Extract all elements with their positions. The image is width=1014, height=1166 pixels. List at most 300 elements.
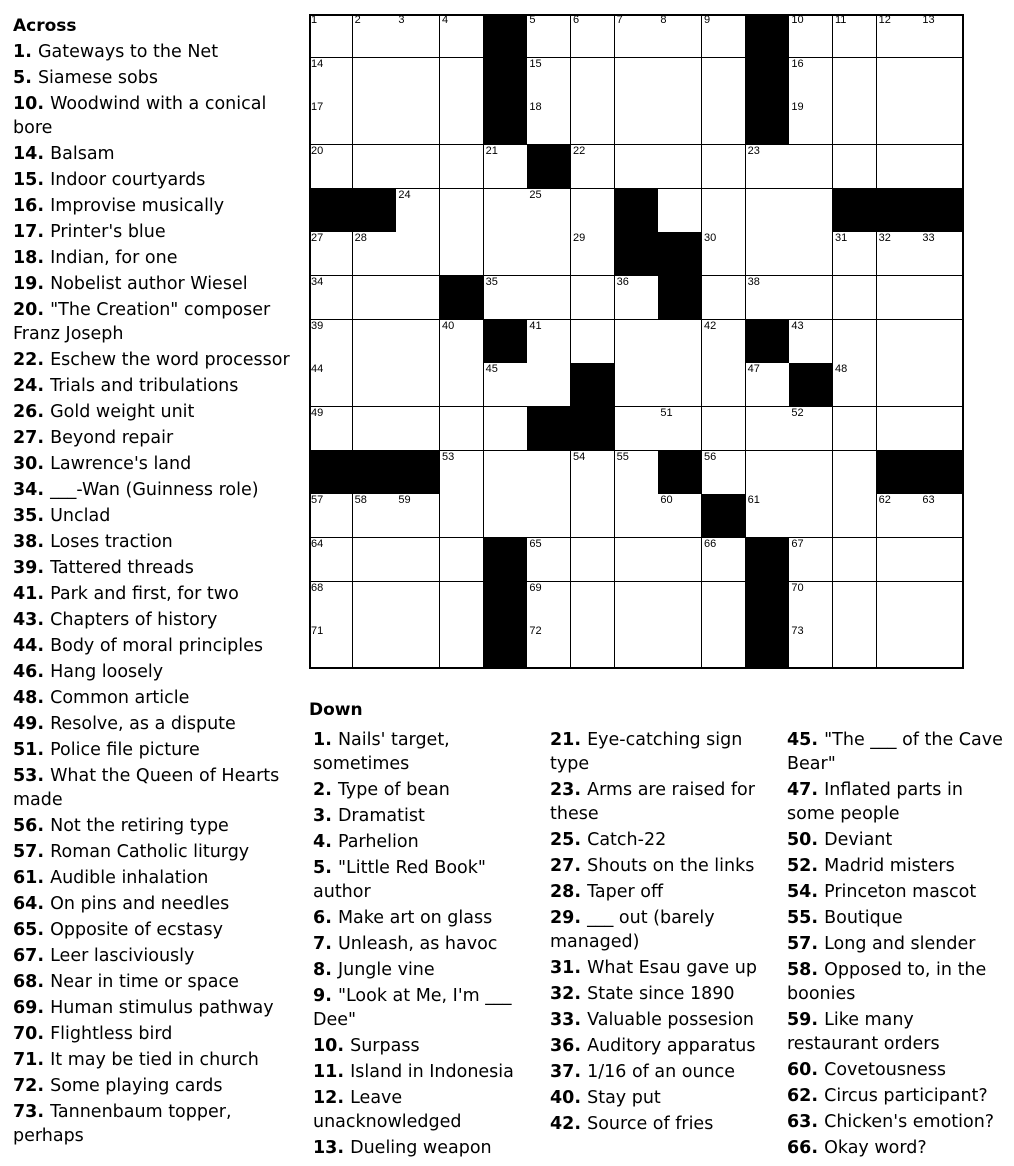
cell-number: 13 [922, 14, 935, 26]
clue-number: 1 [313, 730, 326, 750]
cell-number: 66 [704, 538, 717, 550]
grid-cell[interactable] [571, 232, 615, 276]
grid-cell[interactable] [615, 451, 659, 495]
grid-cell[interactable] [789, 451, 833, 495]
grid-cell[interactable] [353, 320, 397, 364]
grid-cell[interactable] [789, 625, 833, 669]
grid-cell[interactable] [309, 582, 353, 626]
grid-cell[interactable] [789, 232, 833, 276]
clue: 34. ___-Wan (Guinness role) [13, 480, 259, 500]
grid-cell[interactable] [877, 363, 921, 407]
grid-cell[interactable] [440, 538, 484, 582]
clue-number: 56 [13, 816, 38, 836]
grid-cell[interactable] [658, 189, 702, 233]
grid-cell[interactable] [920, 320, 964, 364]
grid-cell[interactable] [309, 363, 353, 407]
cell-number: 45 [485, 363, 498, 376]
grid-cell[interactable] [746, 494, 790, 538]
grid-cell[interactable] [877, 538, 921, 582]
clue-number: 45 [787, 730, 812, 750]
grid-cell[interactable] [309, 407, 353, 451]
grid-cell[interactable] [877, 101, 921, 145]
grid-cell[interactable] [353, 14, 397, 58]
clue: 65. Opposite of ecstasy [13, 920, 223, 940]
cell-number: 3 [398, 14, 405, 26]
grid-cell[interactable] [789, 58, 833, 102]
grid-cell[interactable] [353, 494, 397, 538]
cell-number: 27 [311, 232, 324, 245]
grid-cell[interactable] [440, 101, 484, 145]
grid-cell[interactable] [877, 14, 921, 58]
grid-cell[interactable] [571, 145, 615, 189]
grid-cell[interactable] [309, 276, 353, 320]
grid-cell[interactable] [877, 582, 921, 626]
clue-number: 11 [313, 1062, 338, 1082]
grid-cell[interactable] [702, 145, 746, 189]
grid-cell[interactable] [396, 494, 440, 538]
grid-cell[interactable] [615, 407, 659, 451]
grid-cell[interactable] [746, 232, 790, 276]
cell-number: 21 [485, 145, 498, 157]
grid-cell[interactable] [571, 582, 615, 626]
clue-number: 22 [13, 350, 38, 370]
grid-cell[interactable] [396, 407, 440, 451]
cell-number: 63 [922, 494, 935, 507]
grid-cell[interactable] [484, 407, 528, 451]
grid-cell[interactable] [309, 538, 353, 582]
cell-number: 65 [529, 538, 542, 550]
grid-cell[interactable] [702, 101, 746, 145]
grid-cell[interactable] [789, 407, 833, 451]
grid-cell[interactable] [702, 625, 746, 669]
clue: 31. What Esau gave up [550, 958, 757, 978]
grid-cell[interactable] [353, 276, 397, 320]
grid-cell[interactable] [920, 538, 964, 582]
grid-cell[interactable] [527, 189, 571, 233]
grid-cell[interactable] [396, 320, 440, 364]
grid-cell[interactable] [877, 232, 921, 276]
grid-cell[interactable] [615, 14, 659, 58]
grid-cell[interactable] [746, 363, 790, 407]
grid-cell[interactable] [833, 538, 877, 582]
grid-cell[interactable] [920, 407, 964, 451]
grid-cell[interactable] [440, 582, 484, 626]
grid-cell[interactable] [658, 494, 702, 538]
clue-text: State since 1890 [587, 984, 735, 1004]
grid-cell[interactable] [484, 232, 528, 276]
cell-number: 58 [354, 494, 367, 507]
clue-number: 3 [313, 806, 326, 826]
grid-cell[interactable] [309, 232, 353, 276]
grid-block [658, 276, 702, 320]
clue-text: Not the retiring type [50, 816, 229, 836]
cell-number: 69 [529, 581, 542, 594]
clue-text: Inflated parts in some people [787, 780, 963, 824]
grid-cell[interactable] [658, 145, 702, 189]
grid-cell[interactable] [484, 145, 528, 189]
clue: 56. Not the retiring type [13, 816, 229, 836]
grid-cell[interactable] [440, 145, 484, 189]
grid-cell[interactable] [440, 189, 484, 233]
grid-cell[interactable] [702, 58, 746, 102]
down-heading: Down [309, 700, 363, 720]
grid-block [746, 14, 790, 58]
grid-cell[interactable] [920, 232, 964, 276]
clue: 7. Unleash, as havoc [313, 934, 498, 954]
grid-cell[interactable] [615, 494, 659, 538]
grid-cell[interactable] [571, 189, 615, 233]
cell-number: 72 [529, 625, 542, 638]
grid-cell[interactable] [353, 582, 397, 626]
grid-block [877, 189, 921, 233]
clue-number: 1 [13, 42, 26, 62]
grid-cell[interactable] [396, 101, 440, 145]
clue-text: Nails' target, sometimes [313, 730, 450, 774]
cell-number: 52 [791, 407, 804, 419]
grid-cell[interactable] [484, 363, 528, 407]
grid-cell[interactable] [877, 276, 921, 320]
grid-cell[interactable] [833, 363, 877, 407]
clue-number: 54 [787, 882, 812, 902]
grid-cell[interactable] [658, 58, 702, 102]
clue-text: Surpass [350, 1036, 420, 1056]
grid-block [571, 363, 615, 407]
clue: 25. Catch-22 [550, 830, 667, 850]
grid-cell[interactable] [920, 625, 964, 669]
clue-text: Taper off [587, 882, 664, 902]
grid-cell[interactable] [789, 101, 833, 145]
grid-cell[interactable] [396, 363, 440, 407]
grid-cell[interactable] [353, 101, 397, 145]
cell-number: 22 [573, 145, 586, 157]
grid-cell[interactable] [571, 101, 615, 145]
clue: 58. Opposed to, in the boonies [787, 960, 987, 1004]
grid-block [571, 407, 615, 451]
grid-cell[interactable] [920, 101, 964, 145]
grid-cell[interactable] [658, 538, 702, 582]
grid-cell[interactable] [353, 363, 397, 407]
grid-cell[interactable] [746, 145, 790, 189]
grid-cell[interactable] [571, 538, 615, 582]
clue-text: What Esau gave up [587, 958, 757, 978]
clue-number: 32 [550, 984, 575, 1004]
grid-cell[interactable] [440, 625, 484, 669]
down-clue-column [550, 728, 775, 1138]
grid-cell[interactable] [396, 189, 440, 233]
grid-cell[interactable] [353, 538, 397, 582]
grid-cell[interactable] [353, 407, 397, 451]
grid-block [746, 582, 790, 626]
grid-block [746, 58, 790, 102]
grid-cell[interactable] [527, 538, 571, 582]
clue-number: 13 [313, 1138, 338, 1158]
grid-cell[interactable] [658, 320, 702, 364]
grid-cell[interactable] [484, 451, 528, 495]
grid-cell[interactable] [309, 320, 353, 364]
grid-cell[interactable] [615, 145, 659, 189]
grid-cell[interactable] [877, 145, 921, 189]
grid-cell[interactable] [920, 582, 964, 626]
grid-cell[interactable] [309, 14, 353, 58]
clue-number: 66 [787, 1138, 812, 1158]
grid-cell[interactable] [702, 320, 746, 364]
grid-cell[interactable] [396, 145, 440, 189]
grid-cell[interactable] [833, 494, 877, 538]
grid-cell[interactable] [440, 58, 484, 102]
grid-cell[interactable] [877, 625, 921, 669]
grid-cell[interactable] [527, 101, 571, 145]
cell-number: 15 [529, 57, 542, 70]
grid-cell[interactable] [527, 232, 571, 276]
grid-cell[interactable] [789, 320, 833, 364]
grid-block [658, 232, 702, 276]
cell-number: 68 [311, 581, 324, 594]
grid-cell[interactable] [789, 189, 833, 233]
grid-cell[interactable] [440, 451, 484, 495]
grid-cell[interactable] [920, 58, 964, 102]
grid-cell[interactable] [615, 276, 659, 320]
grid-cell[interactable] [702, 276, 746, 320]
clue-text: Tattered threads [50, 558, 194, 578]
clue: 18. Indian, for one [13, 248, 178, 268]
grid-cell[interactable] [658, 101, 702, 145]
clue-text: Park and first, for two [50, 584, 239, 604]
grid-cell[interactable] [877, 494, 921, 538]
grid-cell[interactable] [920, 145, 964, 189]
grid-cell[interactable] [440, 14, 484, 58]
grid-block [484, 538, 528, 582]
grid-block [877, 451, 921, 495]
grid-cell[interactable] [571, 320, 615, 364]
clue-text: Make art on glass [337, 908, 493, 928]
clue-number: 67 [13, 946, 38, 966]
grid-cell[interactable] [615, 625, 659, 669]
grid-cell[interactable] [877, 407, 921, 451]
clue-text: Indian, for one [50, 248, 178, 268]
grid-cell[interactable] [746, 276, 790, 320]
grid-cell[interactable] [789, 145, 833, 189]
clue: 38. Loses traction [13, 532, 173, 552]
grid-cell[interactable] [396, 538, 440, 582]
clue: 41. Park and first, for two [13, 584, 239, 604]
grid-cell[interactable] [615, 58, 659, 102]
grid-cell[interactable] [702, 14, 746, 58]
grid-cell[interactable] [615, 320, 659, 364]
grid-cell[interactable] [658, 14, 702, 58]
clue-text: Jungle vine [337, 960, 435, 980]
grid-cell[interactable] [833, 451, 877, 495]
grid-cell[interactable] [615, 101, 659, 145]
grid-block [353, 451, 397, 495]
clue-text: Dramatist [337, 806, 425, 826]
clue-text: Eschew the word processor [50, 350, 290, 370]
grid-cell[interactable] [833, 58, 877, 102]
across-clues [13, 14, 293, 1150]
grid-cell[interactable] [396, 232, 440, 276]
clue-text: Chapters of history [50, 610, 218, 630]
grid-cell[interactable] [920, 363, 964, 407]
grid-cell[interactable] [309, 494, 353, 538]
clue: 50. Deviant [787, 830, 893, 850]
clue-number: 5 [13, 68, 26, 88]
grid-cell[interactable] [527, 494, 571, 538]
clue-text: Gold weight unit [50, 402, 195, 422]
grid-cell[interactable] [615, 582, 659, 626]
grid-cell[interactable] [527, 320, 571, 364]
clue-number: 63 [787, 1112, 812, 1132]
grid-cell[interactable] [440, 232, 484, 276]
grid-cell[interactable] [920, 494, 964, 538]
grid-cell[interactable] [702, 363, 746, 407]
cell-number: 43 [791, 319, 804, 332]
grid-cell[interactable] [833, 276, 877, 320]
grid-cell[interactable] [833, 320, 877, 364]
grid-cell[interactable] [920, 14, 964, 58]
grid-cell[interactable] [658, 625, 702, 669]
clue: 23. Arms are raised for these [550, 780, 755, 824]
clue: 63. Chicken's emotion? [787, 1112, 995, 1132]
clue: 11. Island in Indonesia [313, 1062, 514, 1082]
clue-number: 8 [313, 960, 326, 980]
grid-cell[interactable] [702, 582, 746, 626]
grid-cell[interactable] [527, 451, 571, 495]
grid-cell[interactable] [484, 494, 528, 538]
cell-number: 16 [791, 57, 804, 70]
clue-number: 20 [13, 300, 38, 320]
grid-cell[interactable] [615, 363, 659, 407]
grid-cell[interactable] [527, 58, 571, 102]
clue-text: Covetousness [824, 1060, 947, 1080]
grid-cell[interactable] [615, 538, 659, 582]
cell-number: 60 [660, 494, 673, 507]
grid-cell[interactable] [702, 451, 746, 495]
clue-number: 18 [13, 248, 38, 268]
grid-cell[interactable] [309, 145, 353, 189]
grid-cell[interactable] [309, 58, 353, 102]
grid-cell[interactable] [658, 407, 702, 451]
grid-cell[interactable] [571, 451, 615, 495]
clue: 43. Chapters of history [13, 610, 218, 630]
grid-cell[interactable] [746, 189, 790, 233]
grid-block [920, 451, 964, 495]
grid-cell[interactable] [571, 625, 615, 669]
cell-number: 54 [573, 450, 586, 463]
grid-cell[interactable] [309, 101, 353, 145]
grid-block [746, 625, 790, 669]
grid-cell[interactable] [789, 582, 833, 626]
grid-cell[interactable] [396, 582, 440, 626]
grid-cell[interactable] [746, 407, 790, 451]
cell-number: 55 [616, 450, 629, 463]
grid-cell[interactable] [396, 14, 440, 58]
grid-cell[interactable] [440, 320, 484, 364]
grid-cell[interactable] [353, 58, 397, 102]
clue: 2. Type of bean [313, 780, 450, 800]
grid-cell[interactable] [833, 145, 877, 189]
grid-cell[interactable] [833, 101, 877, 145]
clue-text: Audible inhalation [50, 868, 209, 888]
clue-number: 62 [787, 1086, 812, 1106]
clue: 62. Circus participant? [787, 1086, 988, 1106]
clue: 19. Nobelist author Wiesel [13, 274, 248, 294]
grid-cell[interactable] [789, 494, 833, 538]
grid-cell[interactable] [353, 232, 397, 276]
grid-cell[interactable] [309, 625, 353, 669]
grid-cell[interactable] [833, 232, 877, 276]
grid-cell[interactable] [396, 58, 440, 102]
clue-text: It may be tied in church [50, 1050, 259, 1070]
cell-number: 6 [573, 14, 580, 26]
grid-cell[interactable] [920, 276, 964, 320]
grid-cell[interactable] [789, 538, 833, 582]
grid-cell[interactable] [396, 625, 440, 669]
grid-cell[interactable] [877, 320, 921, 364]
cell-number: 4 [442, 14, 449, 26]
grid-cell[interactable] [571, 276, 615, 320]
grid-cell[interactable] [527, 625, 571, 669]
grid-cell[interactable] [571, 494, 615, 538]
grid-cell[interactable] [658, 582, 702, 626]
clue-text: Roman Catholic liturgy [50, 842, 250, 862]
clue-text: Loses traction [50, 532, 173, 552]
grid-cell[interactable] [746, 451, 790, 495]
grid-cell[interactable] [789, 14, 833, 58]
grid-cell[interactable] [702, 407, 746, 451]
grid-cell[interactable] [353, 625, 397, 669]
grid-cell[interactable] [833, 407, 877, 451]
clue-text: Parhelion [337, 832, 419, 852]
clue-text: ___-Wan (Guinness role) [50, 480, 259, 500]
grid-cell[interactable] [484, 276, 528, 320]
clue-number: 57 [787, 934, 812, 954]
clue: 13. Dueling weapon [313, 1138, 492, 1158]
grid-block [746, 538, 790, 582]
grid-cell[interactable] [833, 14, 877, 58]
grid-cell[interactable] [440, 407, 484, 451]
grid-cell[interactable] [353, 145, 397, 189]
clue-text: Indoor courtyards [50, 170, 206, 190]
grid-cell[interactable] [484, 189, 528, 233]
grid-block [746, 101, 790, 145]
grid-cell[interactable] [527, 276, 571, 320]
grid-cell[interactable] [527, 582, 571, 626]
grid-cell[interactable] [833, 625, 877, 669]
grid-cell[interactable] [440, 494, 484, 538]
grid-cell[interactable] [571, 14, 615, 58]
clue-text: Trials and tribulations [50, 376, 239, 396]
clue-number: 38 [13, 532, 38, 552]
grid-cell[interactable] [702, 232, 746, 276]
grid-cell[interactable] [702, 538, 746, 582]
grid-cell[interactable] [527, 14, 571, 58]
grid-cell[interactable] [789, 276, 833, 320]
grid-cell[interactable] [658, 363, 702, 407]
grid-cell[interactable] [833, 582, 877, 626]
grid-cell[interactable] [571, 58, 615, 102]
clue-text: Common article [50, 688, 190, 708]
grid-block [833, 189, 877, 233]
clue-number: 42 [550, 1114, 575, 1134]
cell-number: 47 [747, 363, 760, 376]
clue-text: Source of fries [587, 1114, 714, 1134]
clue-number: 73 [13, 1102, 38, 1122]
grid-cell[interactable] [527, 363, 571, 407]
clue-number: 14 [13, 144, 38, 164]
grid-cell[interactable] [440, 363, 484, 407]
grid-cell[interactable] [396, 276, 440, 320]
grid-cell[interactable] [877, 58, 921, 102]
grid-cell[interactable] [702, 189, 746, 233]
